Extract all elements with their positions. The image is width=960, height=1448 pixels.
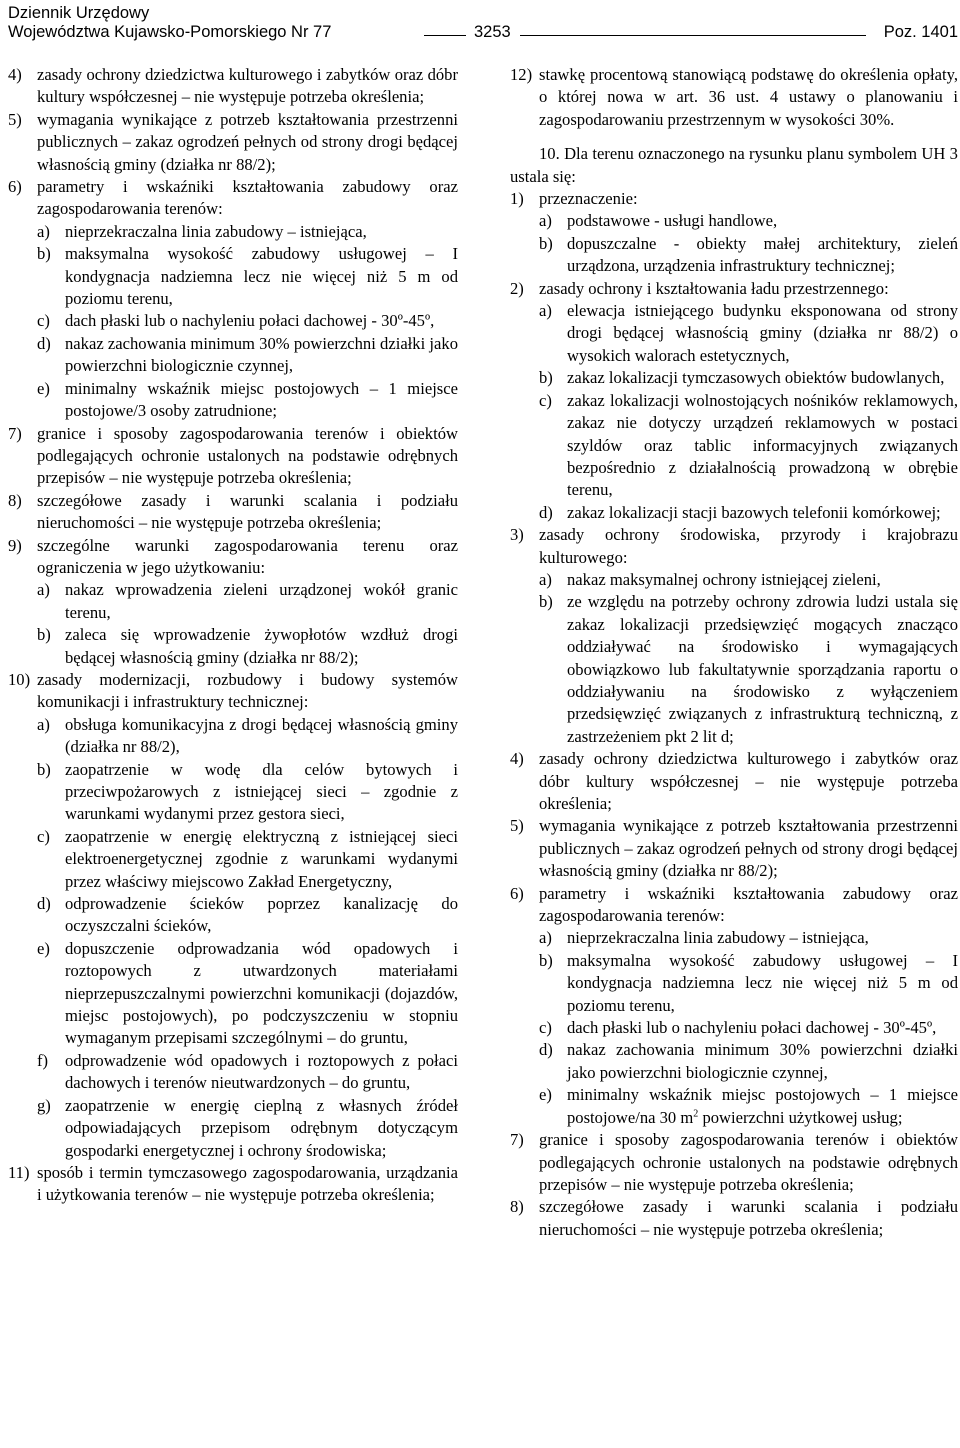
item-text: zaopatrzenie w wodę dla celów bytowych i przeciwpożarowych z istniejącej sieci – zgodnie z warunkami wydanymi przez gestora sieci, bbox=[65, 759, 458, 824]
list-item bbox=[510, 64, 958, 131]
list-item bbox=[8, 64, 458, 109]
sub-list-item bbox=[8, 378, 458, 423]
item-label: 3) bbox=[510, 525, 524, 545]
list-item bbox=[510, 1196, 958, 1241]
item-label: e) bbox=[539, 1085, 552, 1105]
item-label: 10) bbox=[8, 669, 31, 689]
item-text: parametry i wskaźniki kształtowania zabudowy oraz zagospodarowania terenów: bbox=[37, 177, 458, 219]
item-text: zasady ochrony środowiska, przyrody i krajobrazu kulturowego: bbox=[539, 525, 958, 567]
item-label: e) bbox=[37, 938, 50, 958]
list-item bbox=[510, 524, 958, 569]
item-label: 9) bbox=[8, 535, 22, 555]
item-text: nakaz zachowania minimum 30% powierzchni działki jako powierzchni biologicznie czynnej, bbox=[567, 1040, 958, 1082]
sub-list-item bbox=[8, 333, 458, 378]
item-text: szczegółowe zasady i warunki scalania i podziału nieruchomości – nie występuje potrzeba określenia; bbox=[539, 1197, 958, 1239]
item-text: dach płaski lub o nachyleniu połaci dachowej - 30º-45º, bbox=[65, 311, 435, 331]
item-label: 5) bbox=[510, 816, 524, 836]
item-label: c) bbox=[539, 1018, 552, 1038]
item-label: g) bbox=[37, 1095, 51, 1115]
item-text: nieprzekraczalna linia zabudowy – istniejąca, bbox=[567, 928, 869, 948]
item-text: zakaz lokalizacji stacji bazowych telefonii komórkowej; bbox=[567, 502, 941, 522]
item-text: podstawowe - usługi handlowe, bbox=[567, 211, 778, 231]
sub-list-item bbox=[510, 300, 958, 367]
list-item bbox=[8, 535, 458, 580]
item-label: d) bbox=[539, 1040, 553, 1060]
item-label: b) bbox=[539, 950, 553, 970]
item-text: szczegółowe zasady i warunki scalania i podziału nieruchomości – nie występuje potrzeba określenia; bbox=[37, 490, 458, 533]
item-label: d) bbox=[37, 333, 51, 353]
item-label: 11) bbox=[8, 1162, 30, 1182]
sub-list-item bbox=[510, 233, 958, 278]
item-label: d) bbox=[539, 502, 553, 522]
item-text: wymagania wynikające z potrzeb kształtowania przestrzenni publicznych – zakaz ogrodzeń pełnych od strony drogi będącej własnością gminy (działka nr 88/2); bbox=[37, 109, 458, 174]
item-text: granice i sposoby zagospodarowania terenów i obiektów podlegających ochronie ustalonych na podstawie odrębnych przepisów – nie występuje potrzeba określenia; bbox=[37, 423, 458, 488]
item-text: wymagania wynikające z potrzeb kształtowania przestrzenni publicznych – zakaz ogrodzeń pełnych od strony drogi będącej własnością gminy (działka nr 88/2); bbox=[539, 816, 958, 881]
item-text: dach płaski lub o nachyleniu połaci dachowej - 30º-45º, bbox=[567, 1018, 937, 1038]
sub-list-item bbox=[8, 221, 458, 243]
item-label: b) bbox=[539, 233, 553, 253]
sub-list-item bbox=[510, 367, 958, 389]
list-item bbox=[510, 188, 958, 210]
item-label: 6) bbox=[8, 177, 22, 197]
item-text: ze względu na potrzeby ochrony zdrowia ludzi ustala się zakaz lokalizacji przedsięwzięć mogących znacząco oddziaływać na środowisko i wymagających obowiązkowo lub fakultatywnie sporządzania raportu o oddziaływaniu na środowisko z wyłączeniem przedsięwzięć związanych z infrastrukturą techniczną, z zastrzeżeniem pkt 2 lit d; bbox=[567, 592, 958, 746]
header-rule bbox=[520, 35, 866, 36]
item-label: c) bbox=[37, 311, 50, 331]
voivodeship-number: Województwa Kujawsko-Pomorskiego Nr 77 bbox=[8, 23, 332, 41]
sub-list-item bbox=[8, 938, 458, 1050]
item-label: c) bbox=[37, 826, 50, 846]
item-text: elewacja istniejącego budynku eksponowana od strony drogi będącej własnością gminy (działka nr 88/2) o wysokich walorach estetycznych, bbox=[567, 301, 958, 365]
page-header bbox=[8, 4, 958, 43]
item-text: sposób i termin tymczasowego zagospodarowania, urządzania i użytkowania terenów – nie występuje potrzeba określenia; bbox=[37, 1162, 458, 1205]
item-text: zaopatrzenie w energię cieplną z własnych źródeł odpowiadających przepisom odrębnym dotyczącym gospodarki energetycznej i ochrony środowiska; bbox=[65, 1095, 458, 1160]
list-item bbox=[8, 176, 458, 221]
item-label: a) bbox=[37, 221, 50, 241]
item-text: parametry i wskaźniki kształtowania zabudowy oraz zagospodarowania terenów: bbox=[539, 883, 958, 926]
item-text: minimalny wskaźnik miejsc postojowych – 1 miejsce postojowe/3 osoby zatrudnione; bbox=[65, 378, 458, 421]
item-text: nakaz zachowania minimum 30% powierzchni działki jako powierzchni biologicznie czynnej, bbox=[65, 333, 458, 376]
item-label: a) bbox=[539, 301, 552, 321]
section-paragraph bbox=[510, 143, 958, 188]
sub-list-item bbox=[8, 310, 458, 332]
item-text: nakaz wprowadzenia zieleni urządzonej wokół granic terenu, bbox=[65, 580, 458, 622]
sub-list-item bbox=[8, 893, 458, 938]
item-text: nieprzekraczalna linia zabudowy – istniejąca, bbox=[65, 221, 367, 241]
item-label: 7) bbox=[8, 423, 22, 443]
item-label: 1) bbox=[510, 189, 524, 209]
item-label: 4) bbox=[510, 749, 524, 769]
list-item bbox=[510, 1129, 958, 1196]
section-text: Dla terenu oznaczonego na rysunku planu symbolem UH 3 ustala się: bbox=[510, 144, 958, 186]
item-text: zakaz lokalizacji wolnostojących nośników reklamowych, zakaz nie dotyczy urządzeń reklamowych w postaci szyldów oraz tablic informacyjnych związanych bezpośrednio z działalnością prowadzoną w obrębie terenu, bbox=[567, 390, 958, 500]
sub-list-item bbox=[510, 950, 958, 1017]
item-text: zasady modernizacji, rozbudowy i budowy systemów komunikacji i infrastruktury technicznej: bbox=[37, 669, 458, 712]
superscript: 2 bbox=[693, 1108, 699, 1120]
sub-list-item bbox=[510, 591, 958, 748]
sub-list-item bbox=[510, 569, 958, 591]
item-label: 12) bbox=[510, 65, 533, 84]
position-number: Poz. 1401 bbox=[883, 23, 958, 41]
sub-list-item bbox=[8, 714, 458, 759]
sub-list-item bbox=[8, 579, 458, 624]
list-item bbox=[8, 423, 458, 490]
item-text: dopuszczalne - obiekty małej architektury, zieleń urządzona, urządzenia infrastruktury technicznej; bbox=[567, 233, 958, 276]
item-label: 6) bbox=[510, 883, 524, 903]
item-text: odprowadzenie ścieków poprzez kanalizację do oczyszczalni ścieków, bbox=[65, 894, 458, 936]
item-label: a) bbox=[539, 569, 552, 589]
item-text-tail: powierzchni użytkowej usług; bbox=[698, 1107, 903, 1127]
sub-list-item bbox=[8, 1050, 458, 1095]
item-label: a) bbox=[37, 580, 50, 600]
item-label: a) bbox=[37, 714, 50, 734]
sub-list-item bbox=[8, 759, 458, 826]
item-text: obsługa komunikacyjna z drogi będącej własnością gminy (działka nr 88/2), bbox=[65, 714, 458, 757]
list-item bbox=[8, 109, 458, 176]
item-text: zakaz lokalizacji tymczasowych obiektów budowlanych, bbox=[567, 368, 945, 388]
item-text: dopuszczenie odprowadzania wód opadowych i roztopowych z utwardzonych materiałami nieprzepuszczalnymi powierzchni komunikacji (dojazdów, miejsc postojowych), po podczyszczeniu w stopniu wymaganym przepisami szczególnymi – do gruntu, bbox=[65, 938, 458, 1048]
item-text: zaopatrzenie w energię elektryczną z istniejącej sieci elektroenergetycznej zgodnie z warunkami wydanymi przez właściwy miejscowo Zakład Energetyczny, bbox=[65, 826, 458, 891]
sub-list-item bbox=[510, 927, 958, 949]
list-item bbox=[510, 278, 958, 300]
item-text: nakaz maksymalnej ochrony istniejącej zieleni, bbox=[567, 569, 881, 589]
item-label: d) bbox=[37, 894, 51, 914]
item-label: a) bbox=[539, 211, 552, 231]
item-label: b) bbox=[539, 592, 553, 612]
item-label: 2) bbox=[510, 278, 524, 298]
sub-list-item bbox=[510, 390, 958, 502]
item-label: b) bbox=[37, 244, 51, 264]
sub-list-item bbox=[510, 210, 958, 232]
item-text: granice i sposoby zagospodarowania terenów i obiektów podlegających ochronie ustalonych na podstawie odrębnych przepisów – nie występuje potrzeba określenia; bbox=[539, 1130, 958, 1194]
section-number: 10. bbox=[539, 144, 560, 164]
item-text: przeznaczenie: bbox=[539, 189, 638, 209]
list-item bbox=[8, 1162, 458, 1207]
sub-list-item bbox=[510, 1017, 958, 1039]
item-label: 5) bbox=[8, 109, 22, 129]
item-text: szczególne warunki zagospodarowania terenu oraz ograniczenia w jego użytkowaniu: bbox=[37, 535, 458, 577]
list-item bbox=[8, 490, 458, 535]
item-text: stawkę procentową stanowiącą podstawę do określenia opłaty, o której nowa w art. 36 ust. 4 ustawy o planowaniu i zagospodarowaniu przestrzennym w wysokości 30%. bbox=[539, 65, 958, 129]
item-text: odprowadzenie wód opadowych i roztopowych z połaci dachowych i terenów nieutwardzonych – do gruntu, bbox=[65, 1050, 458, 1093]
item-text: maksymalna wysokość zabudowy usługowej – I kondygnacja nadziemna lecz nie więcej niż 5 m od poziomu terenu, bbox=[567, 950, 958, 1015]
issue-page-number: 3253 bbox=[474, 23, 511, 41]
item-label: 4) bbox=[8, 65, 22, 84]
list-item bbox=[510, 883, 958, 928]
item-text: zasady ochrony dziedzictwa kulturowego i zabytków oraz dóbr kultury współczesnej – nie występuje potrzeba określenia; bbox=[539, 749, 958, 813]
item-label: 8) bbox=[8, 490, 22, 510]
list-item bbox=[510, 748, 958, 815]
sub-list-item bbox=[8, 826, 458, 893]
item-text: maksymalna wysokość zabudowy usługowej – I kondygnacja nadziemna lecz nie więcej niż 5 m od poziomu terenu, bbox=[65, 244, 458, 309]
journal-title: Dziennik Urzędowy bbox=[8, 4, 150, 22]
item-text: zaleca się wprowadzenie żywopłotów wzdłuż drogi będącej własnością gminy (działka nr 88/2); bbox=[65, 625, 458, 667]
item-label: b) bbox=[37, 759, 51, 779]
item-text: zasady ochrony dziedzictwa kulturowego i zabytków oraz dóbr kultury współczesnej – nie występuje potrzeba określenia; bbox=[37, 65, 458, 107]
list-item bbox=[510, 815, 958, 882]
sub-list-item bbox=[8, 243, 458, 310]
right-column bbox=[510, 64, 958, 1241]
item-label: a) bbox=[539, 928, 552, 948]
sub-list-item bbox=[510, 502, 958, 524]
item-label: b) bbox=[37, 625, 51, 645]
item-text: zasady ochrony i kształtowania ładu przestrzennego: bbox=[539, 278, 889, 298]
sub-list-item bbox=[510, 1084, 958, 1129]
sub-list-item bbox=[8, 624, 458, 669]
item-label: e) bbox=[37, 378, 50, 398]
item-text: minimalny wskaźnik miejsc postojowych – 1 miejsce postojowe/na 30 m bbox=[567, 1085, 958, 1127]
left-column bbox=[8, 64, 458, 1207]
item-label: b) bbox=[539, 368, 553, 388]
list-item bbox=[8, 669, 458, 714]
item-label: 7) bbox=[510, 1130, 524, 1150]
sub-list-item bbox=[8, 1095, 458, 1162]
header-dash bbox=[424, 35, 466, 36]
item-label: 8) bbox=[510, 1197, 524, 1217]
item-label: f) bbox=[37, 1050, 49, 1070]
sub-list-item bbox=[510, 1039, 958, 1084]
item-label: c) bbox=[539, 390, 552, 410]
